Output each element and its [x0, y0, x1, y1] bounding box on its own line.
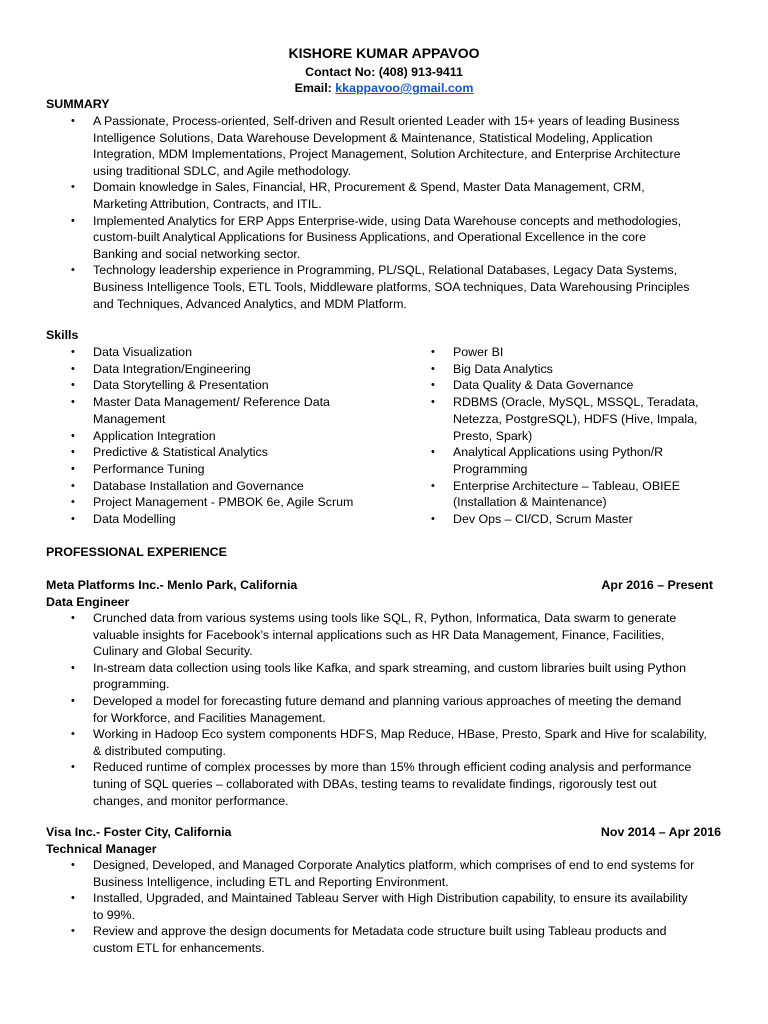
list-item-line: valuable insights for Facebook’s internal applications such as HR Data Management, Finance, Facilities,	[93, 627, 665, 642]
bullet-marker: •	[71, 661, 75, 674]
list-item-line: Technology leadership experience in Programming, PL/SQL, Relational Databases, Legacy Data Systems,	[93, 263, 678, 278]
bullet-marker: •	[431, 479, 435, 492]
list-item-line: Developed a model for forecasting future demand and planning various approaches of meeting the demand	[93, 694, 682, 708]
list-item-line: Netezza, PostgreSQL), HDFS (Hive, Impala,	[453, 411, 698, 426]
job-dates: Apr 2016 – Present	[601, 578, 713, 592]
list-item-line: tuning of SQL queries – collaborated with DBAs, testing teams to revalidate findings, rigorously test out	[93, 777, 657, 791]
list-item-line: Review and approve the design documents for Metadata code structure built using Tableau products and	[93, 924, 667, 939]
bullet-marker: •	[431, 396, 435, 409]
list-item-line: Integration, MDM Implementations, Project Management, Solution Architecture, and Enterprise Architecture	[93, 147, 681, 162]
bullet-marker: •	[431, 513, 435, 525]
bullet-marker: •	[71, 181, 75, 194]
bullet-marker: •	[431, 346, 435, 358]
bullet-marker: •	[71, 761, 75, 774]
list-item-line: Working in Hadoop Eco system components HDFS, Map Reduce, HBase, Presto, Spark and Hive for scalability,	[93, 727, 707, 742]
bullet-marker: •	[431, 362, 435, 375]
list-item-line: Dev Ops – CI/CD, Scrum Master	[453, 512, 633, 526]
email-label: Email:	[294, 81, 336, 95]
list-item-line: Intelligence Solutions, Data Warehouse Development & Maintenance, Statistical Modeling, Application	[93, 130, 653, 145]
bullet-marker: •	[71, 612, 75, 624]
bullet-marker: •	[71, 379, 75, 392]
list-item-line: Data Visualization	[93, 345, 192, 359]
list-item-line: Data Quality & Data Governance	[453, 378, 634, 393]
list-item-line: Designed, Developed, and Managed Corporate Analytics platform, which comprises of end to end systems for	[93, 858, 695, 872]
list-item-line: Business Intelligence Tools, ETL Tools, Middleware platforms, SOA techniques, Data Warehousing Principles	[93, 280, 690, 294]
list-item-line: custom ETL for enhancements.	[93, 941, 265, 955]
bullet-marker: •	[71, 513, 75, 525]
list-item-line: Implemented Analytics for ERP Apps Enterprise-wide, using Data Warehouse concepts and methodologies,	[93, 213, 682, 228]
list-item-line: and Techniques, Advanced Analytics, and MDM Platform.	[93, 296, 407, 311]
list-item-line: Data Integration/Engineering	[93, 361, 251, 376]
job-dates: Nov 2014 – Apr 2016	[600, 825, 721, 839]
bullet-marker: •	[71, 496, 75, 509]
list-item-line: changes, and monitor performance.	[93, 793, 289, 808]
bullet-marker: •	[71, 396, 75, 409]
list-item-line: Power BI	[453, 345, 504, 359]
list-item-line: Marketing Attribution, Contracts, and ITIL.	[93, 197, 322, 211]
job-title: Technical Manager	[46, 842, 157, 856]
bullet-marker: •	[71, 892, 75, 905]
list-item-line: RDBMS (Oracle, MySQL, MSSQL, Teradata,	[453, 395, 699, 410]
list-item-line: Performance Tuning	[93, 461, 205, 476]
list-item-line: using traditional SDLC, and Agile methodology.	[93, 163, 352, 178]
job-title: Data Engineer	[46, 595, 130, 609]
list-item-line: Installed, Upgraded, and Maintained Tableau Server with High Distribution capability, to ensure its availability	[93, 891, 688, 906]
bullet-marker: •	[71, 362, 75, 375]
list-item-line: Programming	[453, 461, 528, 476]
bullet-marker: •	[71, 925, 75, 938]
list-item-line: Domain knowledge in Sales, Financial, HR, Procurement & Spend, Master Data Management, CRM,	[93, 180, 645, 195]
list-item-line: for Workforce, and Facilities Management.	[93, 710, 326, 725]
list-item-line: Culinary and Global Security.	[93, 644, 253, 659]
list-item-line: to 99%.	[93, 907, 136, 922]
bullet-marker: •	[71, 446, 75, 459]
bullet-marker: •	[71, 462, 75, 475]
list-item-line: Big Data Analytics	[453, 361, 553, 376]
list-item-line: Enterprise Architecture – Tableau, OBIEE	[453, 478, 681, 493]
list-item-line: Presto, Spark)	[453, 428, 533, 443]
bullet-marker: •	[71, 264, 75, 277]
bullet-marker: •	[71, 214, 75, 227]
contact-number: Contact No: (408) 913-9411	[305, 65, 463, 79]
summary-heading: SUMMARY	[46, 97, 110, 111]
list-item-line: Application Integration	[93, 428, 216, 443]
list-item-line: Management	[93, 411, 166, 426]
list-item-line: In-stream data collection using tools like Kafka, and spark streaming, and custom libraries built using Python	[93, 660, 686, 675]
job-company: Visa Inc.- Foster City, California	[46, 825, 232, 839]
experience-heading: PROFESSIONAL EXPERIENCE	[46, 545, 227, 559]
bullet-marker: •	[71, 429, 75, 442]
list-item-line: Data Storytelling & Presentation	[93, 378, 269, 393]
list-item-line: Data Modelling	[93, 512, 176, 526]
bullet-marker: •	[71, 728, 75, 741]
bullet-marker: •	[431, 379, 435, 392]
bullet-marker: •	[71, 695, 75, 707]
email-link[interactable]: kkappavoo@gmail.com	[335, 81, 474, 95]
list-item-line: Database Installation and Governance	[93, 478, 304, 493]
list-item-line: programming.	[93, 677, 170, 692]
candidate-name: KISHORE KUMAR APPAVOO	[288, 45, 480, 61]
bullet-marker: •	[71, 859, 75, 871]
job-company: Meta Platforms Inc.- Menlo Park, California	[46, 578, 298, 592]
list-item-line: Banking and social networking sector.	[93, 246, 301, 261]
list-item-line: (Installation & Maintenance)	[453, 495, 607, 510]
list-item-line: Reduced runtime of complex processes by more than 15% through efficient coding analysis and performance	[93, 760, 692, 775]
skills-heading: Skills	[46, 328, 79, 342]
list-item-line: Analytical Applications using Python/R	[453, 445, 664, 460]
list-item-line: Predictive & Statistical Analytics	[93, 445, 268, 460]
list-item-line: Project Management - PMBOK 6e, Agile Scrum	[93, 495, 354, 510]
bullet-marker: •	[431, 446, 435, 459]
list-item-line: A Passionate, Process-oriented, Self-driven and Result oriented Leader with 15+ years of leading Business	[93, 114, 680, 128]
list-item-line: Master Data Management/ Reference Data	[93, 395, 330, 410]
bullet-marker: •	[71, 479, 75, 492]
list-item-line: & distributed computing.	[93, 743, 226, 758]
list-item-line: Crunched data from various systems using tools like SQL, R, Python, Informatica, Data swarm to generate	[93, 611, 677, 625]
email-line	[0, 80, 768, 96]
bullet-marker: •	[71, 115, 75, 127]
list-item-line: Business Intelligence, including ETL and Reporting Environment.	[93, 874, 449, 889]
bullet-marker: •	[71, 346, 75, 358]
list-item-line: custom-built Analytical Applications for Business Applications, and Operational Excellence in the core	[93, 230, 647, 245]
